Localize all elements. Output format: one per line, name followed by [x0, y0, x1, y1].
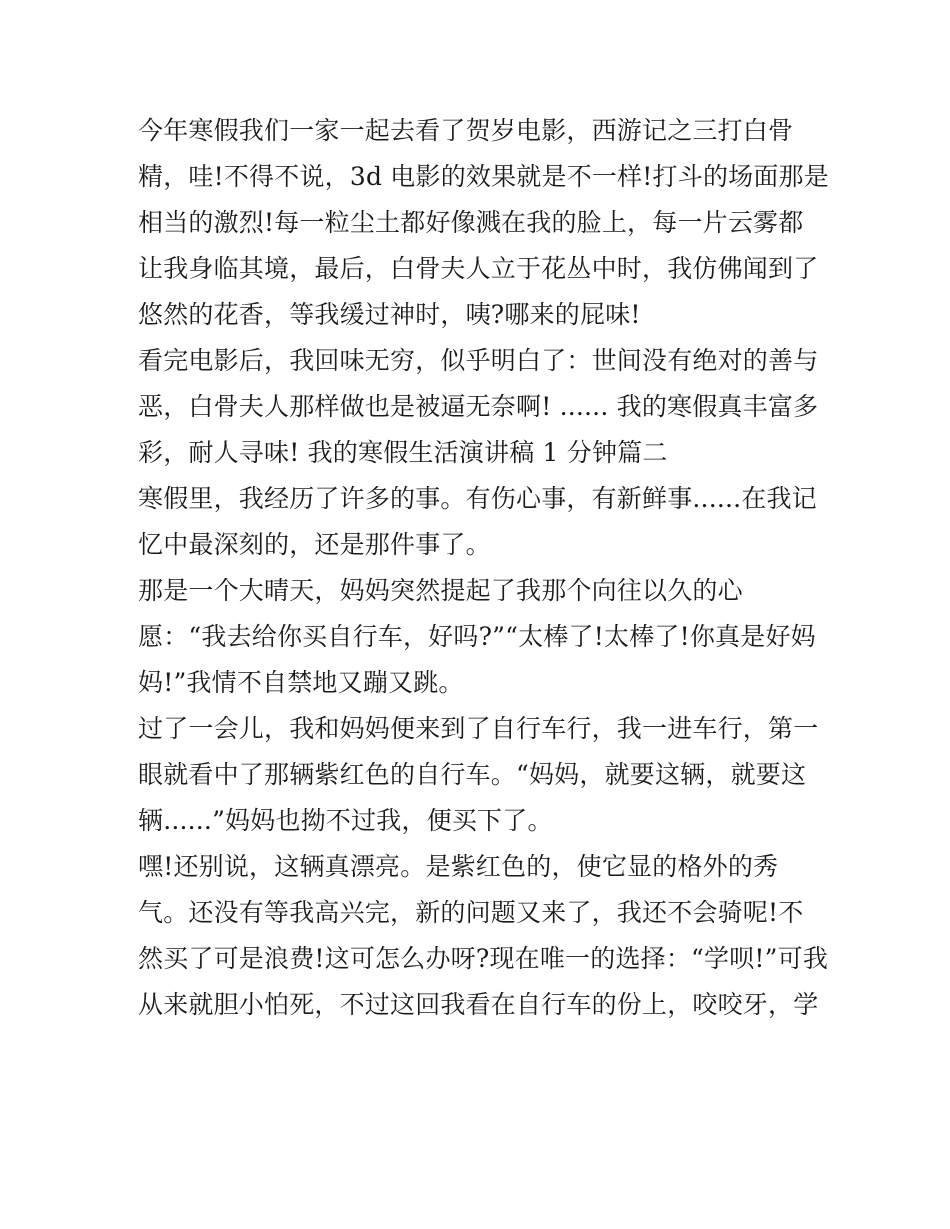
text-line: 过了一会儿，我和妈妈便来到了自行车行，我一进车行，第一 — [138, 714, 819, 743]
text-line: 愿：“我去给你买自行车，好吗?”“太棒了!太棒了!你真是好妈 — [138, 622, 816, 651]
text-line: 让我身临其境，最后，白骨夫人立于花丛中时，我仿佛闻到了 — [138, 254, 819, 283]
text-line: 看完电影后，我回味无穷，似乎明白了：世间没有绝对的善与 — [138, 346, 819, 375]
text-line: 从来就胆小怕死，不过这回我看在自行车的份上，咬咬牙，学 — [138, 990, 819, 1019]
text-line: 眼就看中了那辆紫红色的自行车。“妈妈，就要这辆，就要这 — [138, 760, 807, 789]
text-line: 今年寒假我们一家一起去看了贺岁电影，西游记之三打白骨 — [138, 116, 794, 145]
text-line: 辆......”妈妈也拗不过我，便买下了。 — [138, 806, 553, 835]
text-line: 相当的激烈!每一粒尘土都好像溅在我的脸上，每一片云雾都 — [138, 208, 804, 237]
text-line: 然买了可是浪费!这可怎么办呀?现在唯一的选择：“学呗!”可我 — [138, 944, 829, 973]
body-text — [138, 108, 828, 1028]
text-line: 那是一个大晴天，妈妈突然提起了我那个向往以久的心 — [138, 576, 743, 605]
text-line: 彩，耐人寻味! 我的寒假生活演讲稿 1 分钟篇二 — [138, 438, 668, 467]
text-line: 妈!”我情不自禁地又蹦又跳。 — [138, 668, 464, 697]
text-line: 恶，白骨夫人那样做也是被逼无奈啊! ...... 我的寒假真丰富多 — [138, 392, 819, 421]
text-line: 忆中最深刻的，还是那件事了。 — [138, 530, 491, 559]
text-line: 嘿!还别说，这辆真漂亮。是紫红色的，使它显的格外的秀 — [138, 852, 779, 881]
text-line: 精，哇!不得不说，3d 电影的效果就是不一样!打斗的场面那是 — [138, 162, 829, 191]
text-line: 气。还没有等我高兴完，新的问题又来了，我还不会骑呢!不 — [138, 898, 804, 927]
text-line: 寒假里，我经历了许多的事。有伤心事，有新鲜事......在我记 — [138, 484, 817, 513]
text-line: 悠然的花香，等我缓过神时，咦?哪来的屁味! — [138, 300, 641, 329]
